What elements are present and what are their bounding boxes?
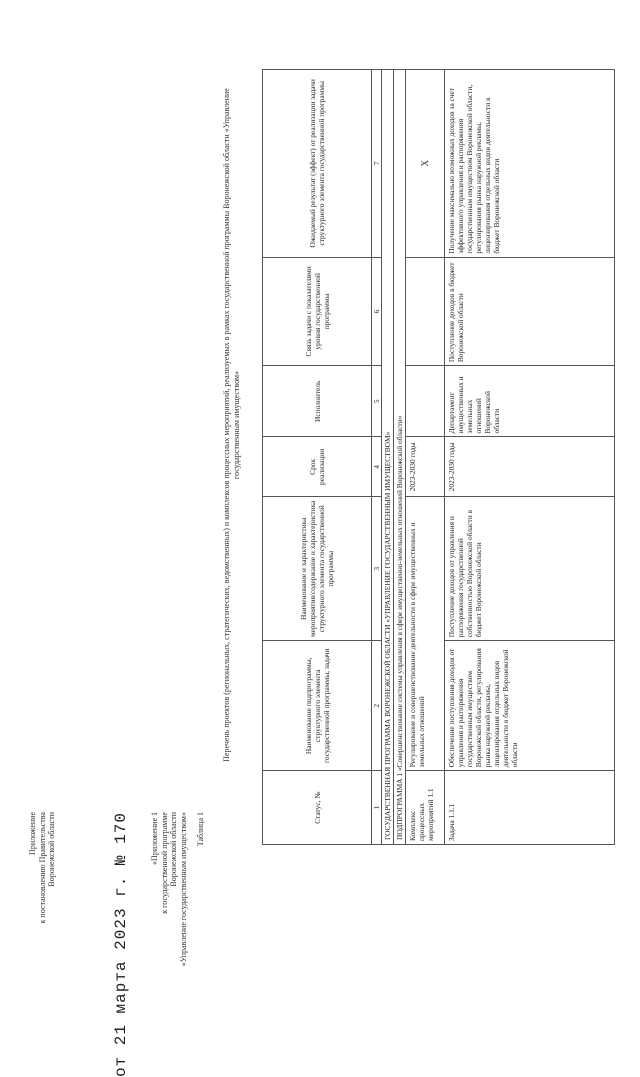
cell-name: Регулирование и совершенствование деятельности в сфере имущественных и земельных отношений xyxy=(406,497,445,771)
appendix-header-line: «Управление государственным имуществом» xyxy=(178,812,188,967)
column-header-content: Наименование и характеристика мероприятия/содержание и характеристика структурного элемента государственной программы xyxy=(263,497,372,641)
column-number: 7 xyxy=(372,70,382,258)
cell-status: Комплекс процессных мероприятий 1.1 xyxy=(406,771,445,845)
program-title: ГОСУДАРСТВЕННАЯ ПРОГРАММА ВОРОНЕЖСКОЙ ОБЛАСТИ «УПРАВЛЕНИЕ ГОСУДАРСТВЕННЫМ ИМУЩЕСТВОМ» xyxy=(382,70,394,845)
decree-header xyxy=(28,812,57,1012)
cell-executor: Департамент имущественных и земельных отношений Воронежской области xyxy=(445,366,615,437)
column-header-executor: Исполнитель xyxy=(263,366,372,437)
decree-date: от 21 марта 2023 г. № 170 xyxy=(112,812,130,1077)
table-header-row xyxy=(263,70,372,845)
cell-link: Поступление доходов в бюджет Воронежской области xyxy=(445,257,615,366)
column-header-name: Наименование подпрограммы, структурного элемента государственной программы, задачи xyxy=(263,641,372,771)
subprogram-row xyxy=(394,70,406,845)
column-number: 3 xyxy=(372,497,382,641)
cell-executor xyxy=(406,366,445,437)
subprogram-title: ПОДПРОГРАММА 1 «Совершенствование системы управления в сфере имущественно-земельных отношений Воронежской области» xyxy=(394,70,406,845)
cell-status: Задача 1.1.1 xyxy=(445,771,615,845)
table-label: Таблица 1 xyxy=(196,812,205,847)
cell-content: Поступление доходов от управления и распоряжения государственной собственностью Воронежской области в бюджет Воронежской области xyxy=(445,497,615,641)
column-number: 1 xyxy=(372,771,382,845)
cell-link xyxy=(406,257,445,366)
appendix-header-line: «Приложение 1 xyxy=(150,812,159,865)
column-header-result: Ожидаемый результат (эффект) от реализации задачи структурного элемента государственной программы xyxy=(263,70,372,258)
column-header-status: Статус, № xyxy=(263,771,372,845)
decree-header-line: к постановлению Правительства xyxy=(37,812,47,924)
column-number: 5 xyxy=(372,366,382,437)
column-number: 6 xyxy=(372,257,382,366)
cell-term: 2023-2030 годы xyxy=(445,437,615,497)
column-header-link: Связь задачи с показателями уровня государственной программы xyxy=(263,257,372,366)
column-number-row xyxy=(372,70,382,845)
cell-term: 2023-2030 годы xyxy=(406,437,445,497)
program-row xyxy=(382,70,394,845)
column-number: 2 xyxy=(372,641,382,771)
appendix-header-line: Воронежской области xyxy=(169,812,178,887)
decree-header-line: Приложение xyxy=(28,812,37,855)
table-row xyxy=(445,70,615,845)
appendix-header xyxy=(150,812,188,1042)
cell-result: Получение максимально возможных доходов за счет эффективного управления и распоряжения государственным имуществом Воронежской области, регулирования рынка наружной рекламы, лицензирования отдельных видов деятельности в бюджет Воронежской области xyxy=(445,70,615,258)
cell-result: X xyxy=(406,70,445,258)
document-title: Перечень проектов (региональных, стратегических, ведомственных) и комплексов процессных мероприятий, реализуемых в рамках государственной программы Воронежской области «Управление государственным имуществом» xyxy=(222,88,241,762)
decree-header-line: Воронежской области xyxy=(47,812,56,887)
column-header-term: Срок реализации xyxy=(263,437,372,497)
cell-name: Обеспечение поступления доходов от управления и распоряжения государственным имуществом Воронежской области, регулирования рынка наружной рекламы, лицензирования отдельных видов деятельности в бюджет Воронежской области xyxy=(445,641,615,771)
column-number: 4 xyxy=(372,437,382,497)
table-row xyxy=(406,70,445,845)
projects-table xyxy=(262,69,615,845)
appendix-header-line: к государственной программе xyxy=(159,812,169,914)
